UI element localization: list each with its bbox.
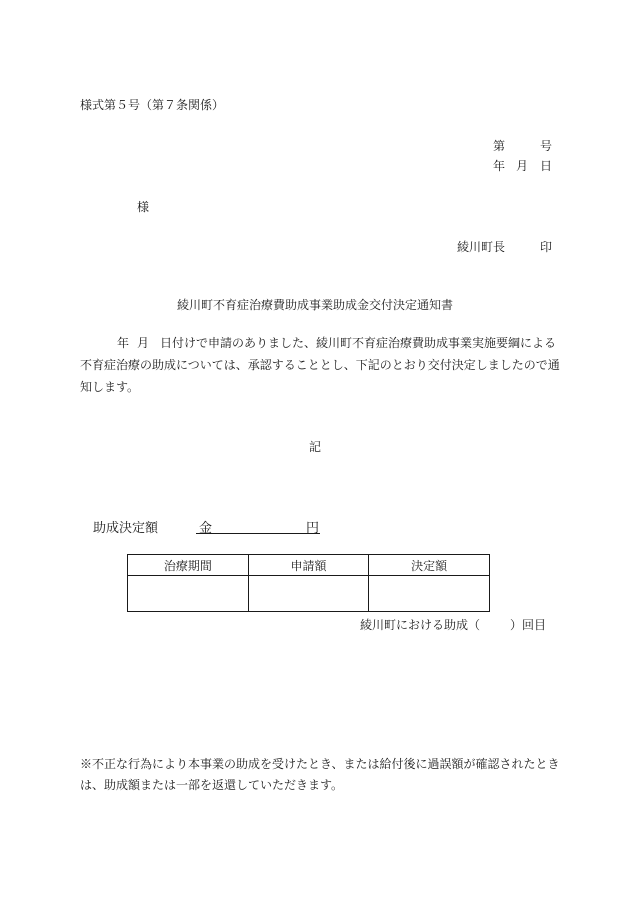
body-line3: 知します。 [80, 380, 140, 394]
date-month: 月 [516, 159, 529, 173]
header-treatment-period: 治療期間 [128, 555, 249, 576]
issue-number-dai: 第 [493, 139, 506, 153]
subsidy-count-label: 綾川町における助成（ [360, 618, 481, 632]
cell-treatment-period [128, 576, 249, 612]
form-number: 様式第５号（第７条関係） [80, 98, 225, 112]
issuer-title: 綾川町長 [457, 240, 506, 254]
table-row [128, 576, 490, 612]
ki-heading: 記 [309, 440, 322, 454]
cell-decided-amount [369, 576, 490, 612]
header-applied-amount: 申請額 [248, 555, 369, 576]
header-decided-amount: 決定額 [369, 555, 490, 576]
note-line1: ※不正な行為により本事業の助成を受けたとき、または給付後に過誤額が確認されたとき [80, 757, 560, 771]
recipient-suffix: 様 [137, 200, 150, 214]
note-line2: は、助成額または一部を返還していただきます。 [80, 778, 344, 792]
issue-number-gou: 号 [540, 139, 553, 153]
date-day: 日 [540, 159, 553, 173]
body-month: 月 [137, 336, 150, 350]
decision-amount-label: 助成決定額 [93, 521, 159, 536]
decision-amount-underline [196, 533, 320, 534]
body-line2: 不育症治療の助成については、承認することとし、下記のとおり交付決定しましたので通 [80, 358, 560, 372]
date-year: 年 [493, 159, 506, 173]
issuer-seal: 印 [540, 240, 553, 254]
body-year: 年 [117, 336, 130, 350]
body-line1: 日付けで申請のありました、綾川町不育症治療費助成事業実施要綱による [160, 336, 557, 350]
subsidy-count-close: ）回目 [510, 618, 547, 632]
treatment-table [127, 554, 490, 612]
decision-amount-yen: 円 [306, 521, 320, 536]
cell-applied-amount [248, 576, 369, 612]
table-header-row [128, 555, 490, 576]
decision-amount-kin: 金 [199, 521, 213, 536]
document-title: 綾川町不育症治療費助成事業助成金交付決定通知書 [176, 298, 453, 312]
